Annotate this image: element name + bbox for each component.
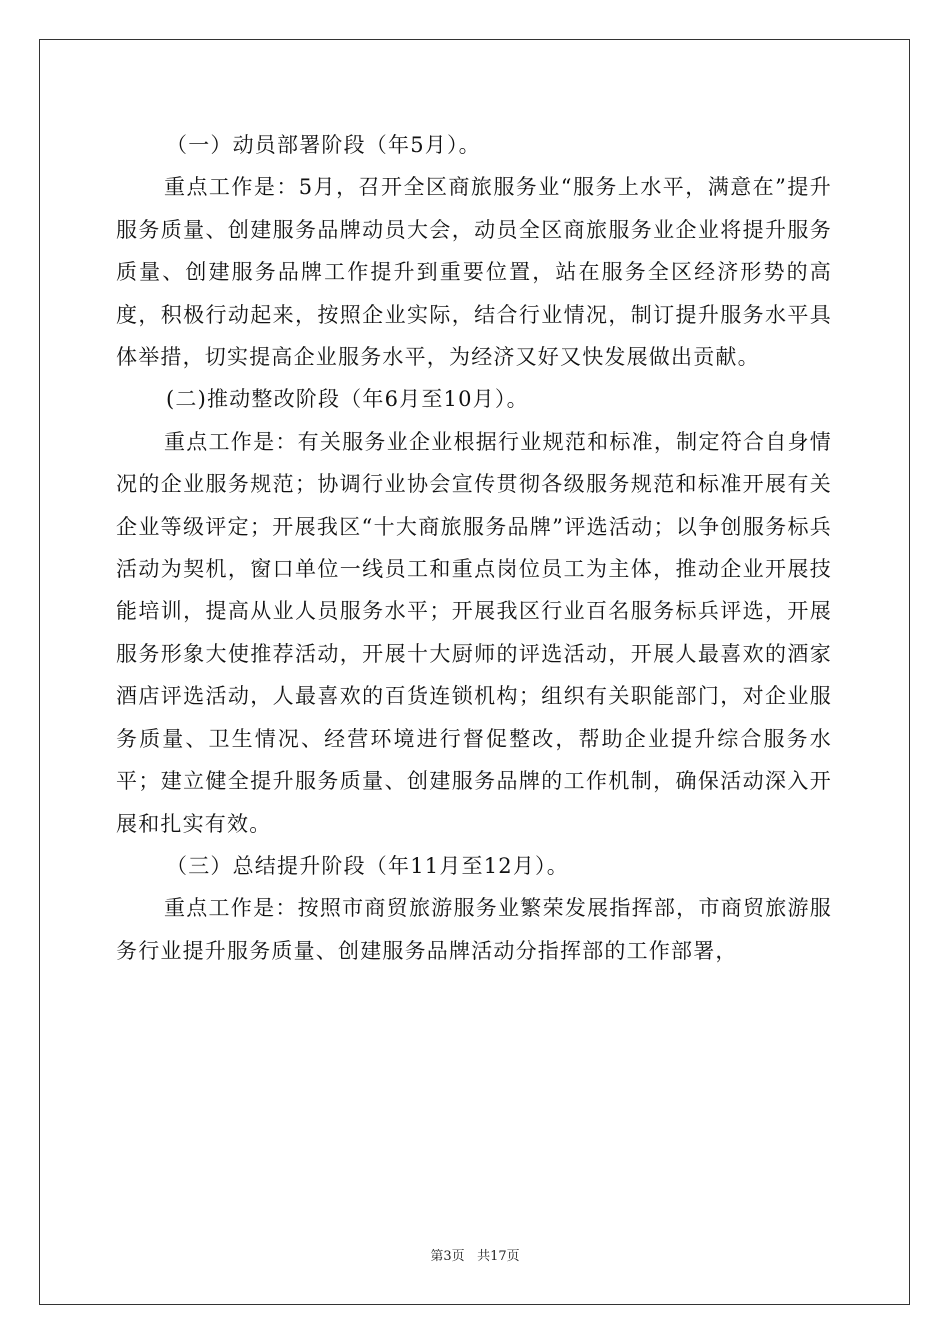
section-heading-3: （三）总结提升阶段（年11月至12月）。 bbox=[166, 853, 569, 878]
page-total: 共17页 bbox=[477, 1249, 520, 1264]
paragraph-1: 重点工作是：5月，召开全区商旅服务业“服务上水平，满意在”提升服务质量、创建服务品牌动员大会，动员全区商旅服务业企业将提升服务质量、创建服务品牌工作提升到重要位置，站在服务全区经济形势的高度，积极行动起来，按照企业实际，结合行业情况，制订提升服务水平具体举措，切实提高企业服务水平，为经济又好又快发展做出贡献。 bbox=[116, 175, 832, 370]
paragraph-3: 重点工作是：按照市商贸旅游服务业繁荣发展指挥部，市商贸旅游服务行业提升服务质量、创建服务品牌活动分指挥部的工作部署， bbox=[116, 896, 832, 963]
page-number: 第3页 bbox=[430, 1249, 465, 1264]
section-heading-2: (二)推动整改阶段（年6月至10月）。 bbox=[166, 387, 529, 412]
section-heading-1: （一）动员部署阶段（年5月）。 bbox=[166, 133, 481, 157]
paragraph-2: 重点工作是：有关服务业企业根据行业规范和标准，制定符合自身情况的企业服务规范；协调行业协会宣传贯彻各级服务规范和标准开展有关企业等级评定；开展我区“十大商旅服务品牌”评选活动；以争创服务标兵活动为契机，窗口单位一线员工和重点岗位员工为主体，推动企业开展技能培训，提高从业人员服务水平；开展我区行业百名服务标兵评选，开展服务形象大使推荐活动，开展十大厨师的评选活动，开展人最喜欢的酒家酒店评选活动，人最喜欢的百货连锁机构；组织有关职能部门，对企业服务质量、卫生情况、经营环境进行督促整改，帮助企业提升综合服务水平；建立健全提升服务质量、创建服务品牌的工作机制，确保活动深入开展和扎实有效。 bbox=[116, 429, 832, 836]
page-footer bbox=[0, 1245, 950, 1264]
document-body bbox=[116, 124, 832, 972]
